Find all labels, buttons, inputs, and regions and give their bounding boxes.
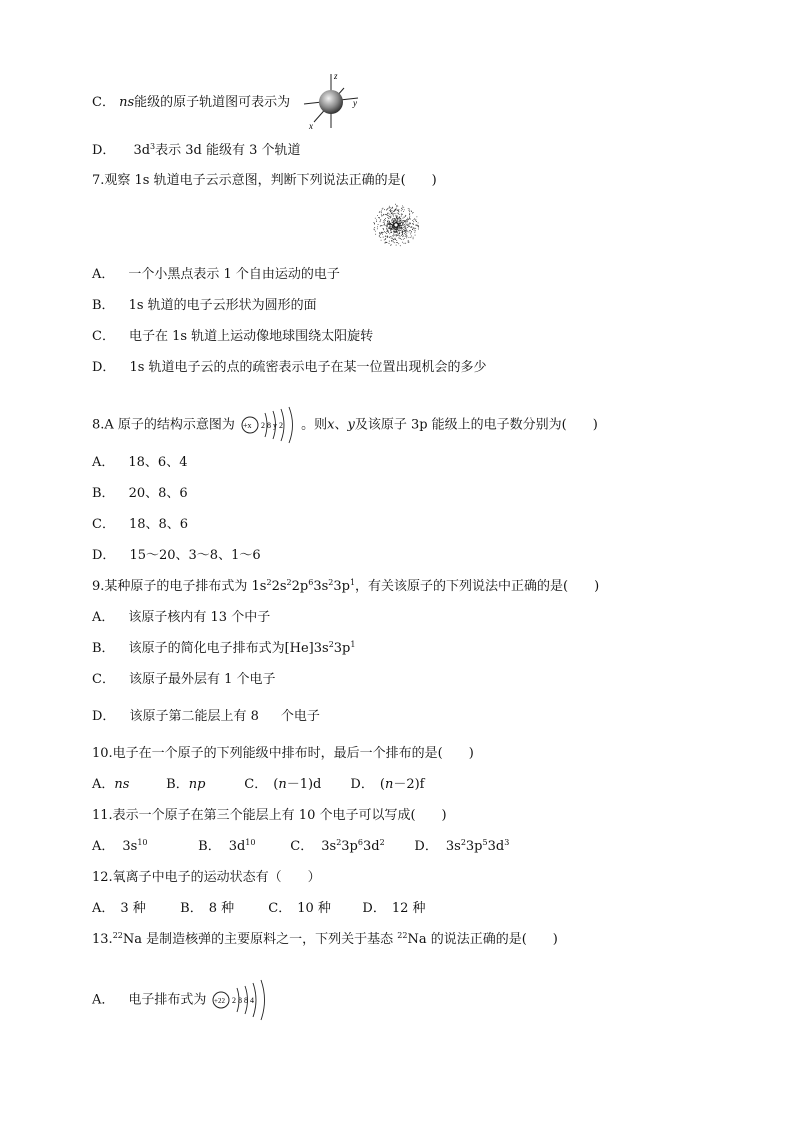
q8-option-d: D． 15～20、3～8、1～6 <box>92 548 261 563</box>
shell-electrons: 2 8 8 4 <box>231 996 254 1005</box>
q11-options: A． $3s^{10}$ B． $3d^{10}$ C． $3s^23p^63d^2$ D． $3s^23p^53d^3$ <box>92 838 510 854</box>
q9-stem: 9.某种原子的电子排布式为 $1s^22s^22p^63s^23p^1$，有关该原子的下列说法中正确的是( ) <box>92 578 600 594</box>
nucleus-charge: +22 <box>213 997 225 1005</box>
atom-structure-diagram <box>211 978 273 1022</box>
axis-label-z: z <box>334 71 338 81</box>
q13-stem: 13.22Na 是制造核弹的主要原料之一，下列关于基态 $^{22}$Na 的说法正确的是( ) <box>92 931 558 947</box>
q8-option-c: C． 18、8、6 <box>92 517 189 532</box>
q11-stem: 11.表示一个原子在第三个能层上有 10 个电子可以写成( ) <box>92 808 447 823</box>
q13-option-a: A． 电子排布式为 +22 2 8 8 4 <box>92 978 273 1022</box>
q10-stem: 10.电子在一个原子的下列能级中排布时，最后一个排布的是( ) <box>92 746 474 761</box>
nucleus-charge: +x <box>243 421 252 430</box>
q9-option-b: B． 该原子的简化电子排布式为$[He]3s^23p^1$ <box>92 640 356 656</box>
q6-option-d: D． $3d^3$表示 3d 能级有 3 个轨道 <box>92 142 301 158</box>
q8-option-a: A． 18、6、4 <box>92 455 188 470</box>
q7-option-b: B． 1s 轨道的电子云形状为圆形的面 <box>92 298 317 313</box>
q7-stem: 7.观察 1s 轨道电子云示意图，判断下列说法正确的是( ) <box>92 173 437 188</box>
electron-cloud-figure <box>368 201 424 249</box>
q9-option-a: A． 该原子核内有 13 个中子 <box>92 610 271 625</box>
axis-label-x: x <box>309 121 313 131</box>
q6-option-c <box>92 94 290 112</box>
s-orbital-figure <box>300 70 362 132</box>
q7-option-d: D． 1s 轨道电子云的点的疏密表示电子在某一位置出现机会的多少 <box>92 360 487 375</box>
atom-structure-diagram <box>239 405 301 445</box>
q10-options: A．ns B．np C． (n－1)d D． (n－2)f <box>92 777 425 792</box>
orbital-ns: ns <box>119 95 135 110</box>
q7-option-c: C． 电子在 1s 轨道上运动像地球围绕太阳旋转 <box>92 329 374 344</box>
option-text: 能级的原子轨道图可表示为 <box>134 95 291 110</box>
q9-option-c: C． 该原子最外层有 1 个电子 <box>92 672 276 687</box>
axis-label-y: y <box>353 98 357 108</box>
q8-stem: 8.A 原子的结构示意图为 +x 2 8 y 2 。则x、y及该原子 3p 能级上的电子数分别为( ) <box>92 405 598 445</box>
q7-option-a: A． 一个小黑点表示 1 个自由运动的电子 <box>92 267 340 282</box>
q12-stem: 12.氧离子中电子的运动状态有（ ） <box>92 870 321 885</box>
q9-option-d: D． 该原子第二能层上有 8 个电子 <box>92 709 320 724</box>
shell-electrons: 2 8 y 2 <box>261 421 284 430</box>
option-label: D． <box>92 143 116 158</box>
option-label: C． <box>92 95 115 110</box>
q12-options: A． 3 种 B． 8 种 C． 10 种 D． 12 种 <box>92 901 426 916</box>
q8-option-b: B． 20、8、6 <box>92 486 188 501</box>
